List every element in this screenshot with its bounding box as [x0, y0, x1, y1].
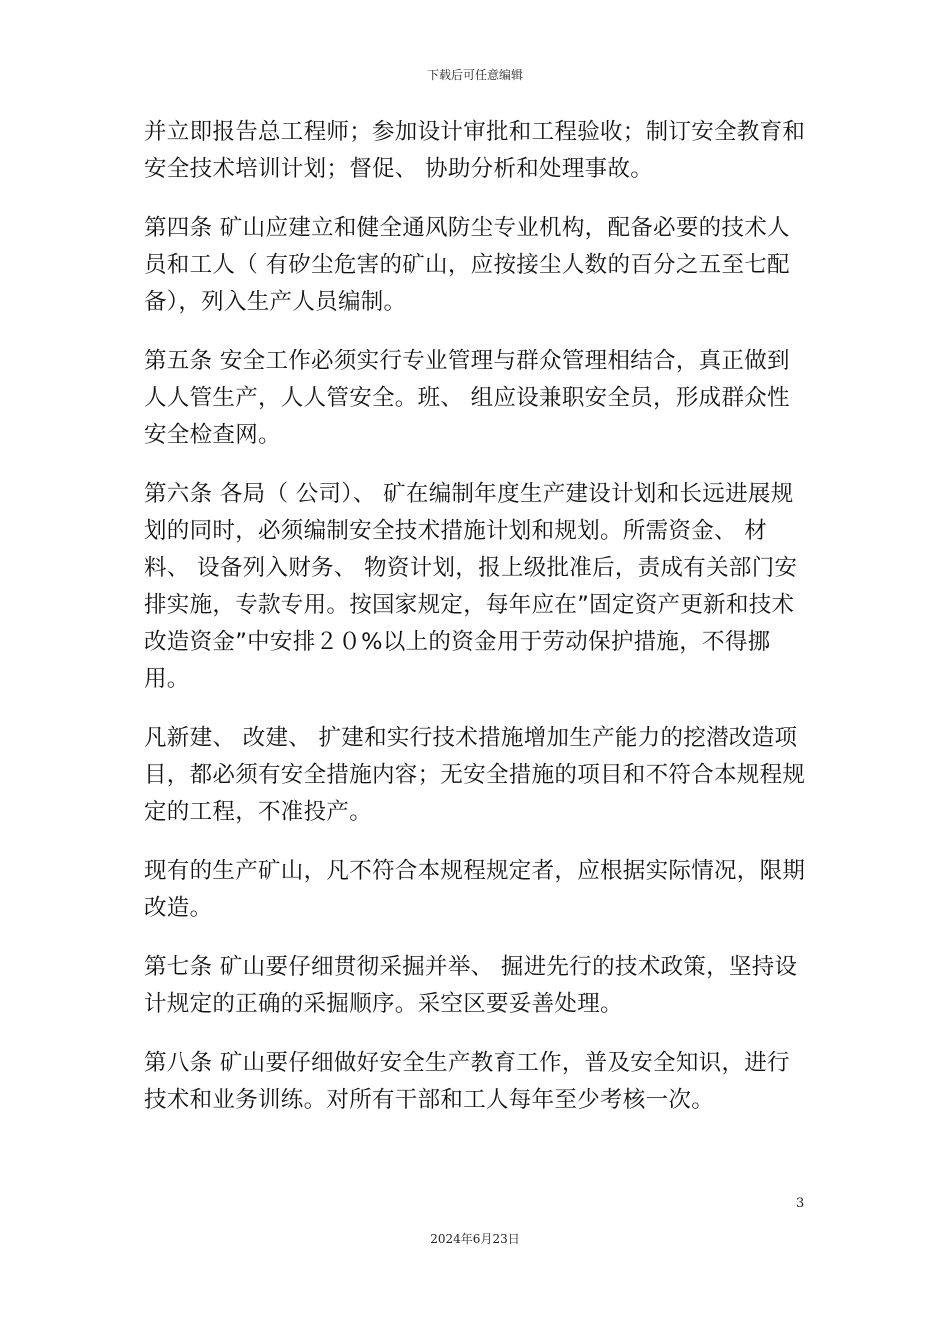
paragraph: 第六条 各局（ 公司）、 矿在编制年度生产建设计划和长远进展规划的同时，必须编制安全技术措施计划和规划。所需资金、 材料、 设备列入财务、 物资计划，报上级批准后，责成有关部门安排实施，专款专用。按国家规定，每年应在”固定资产更新和技术改造资金”中安排２０%以上的资金用于劳动保护措施，不得挪用。: [144, 481, 798, 692]
page-number: 3: [796, 1196, 805, 1211]
paragraph: 第五条 安全工作必须实行专业管理与群众管理相结合，真正做到人人管生产，人人管安全。班、 组应设兼职安全员，形成群众性安全检查网。: [144, 348, 790, 448]
paragraph: 并立即报告总工程师；参加设计审批和工程验收；制订安全教育和安全技术培训计划；督促、 协助分析和处理事故。: [144, 119, 806, 182]
paragraph: 凡新建、 改建、 扩建和实行技术措施增加生产能力的挖潜改造项目，都必须有安全措施内容；无安全措施的项目和不符合本规程规定的工程，不准投产。: [144, 725, 806, 825]
paragraph: 第八条 矿山要仔细做好安全生产教育工作，普及安全知识，进行技术和业务训练。对所有干部和工人每年至少考核一次。: [144, 1050, 790, 1113]
page-header: 下载后可任意编辑: [426, 68, 523, 82]
paragraph: 现有的生产矿山，凡不符合本规程规定者，应根据实际情况，限期改造。: [144, 858, 806, 921]
paragraph: 第七条 矿山要仔细贯彻采掘并举、 掘进先行的技术政策，坚持设计规定的正确的采掘顺序。采空区要妥善处理。: [144, 954, 798, 1017]
paragraph: 第四条 矿山应建立和健全通风防尘专业机构，配备必要的技术人员和工人（ 有矽尘危害的矿山，应按接尘人数的百分之五至七配备），列入生产人员编制。: [144, 215, 790, 315]
page-footer-date: 2024年6月23日: [430, 1232, 520, 1246]
document-body: [144, 114, 808, 1141]
